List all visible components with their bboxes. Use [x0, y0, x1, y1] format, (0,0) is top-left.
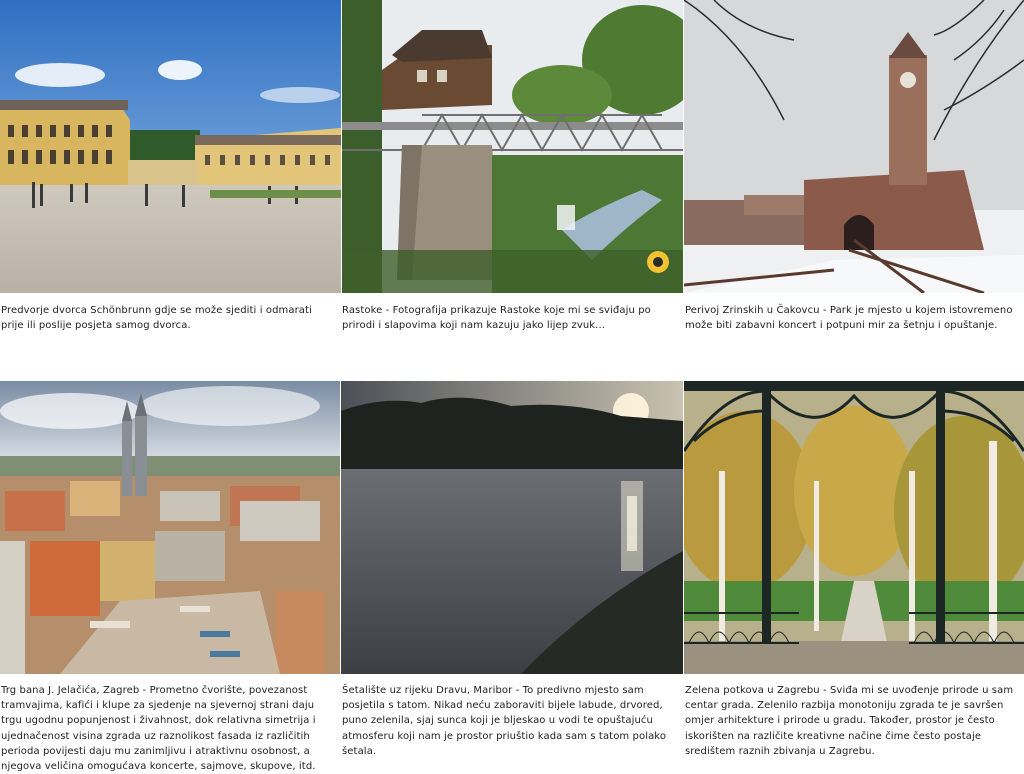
rastoke-bridge-photo — [342, 0, 683, 293]
caption-zelena-potkova: Zelena potkova u Zagrebu - Sviđa mi se uvođenje prirode u sam centar grada. Zelenilo razbija monotoniju zgrada te je savršen omjer arhitekture i prirode u gradu. Također, prostor je često iskorišten na različite kreativne načine čime često postaje središtem raznih zbivanja u Zagrebu. — [685, 685, 1014, 757]
caption-zrinski-park: Perivoj Zrinskih u Čakovcu - Park je mjesto u kojem istovremeno može biti zabavni koncert i potpuni mir za šetnju i opuštanje. — [685, 305, 1013, 332]
caption-drava-river: Šetalište uz rijeku Dravu, Maribor - To predivno mjesto sam posjetila s tatom. Nikad neću zaboraviti bijele labude, drvored, puno zelenila, sjaj sunca koji je bljeskao u vodi te opuštajuću atmosferu koji nam je prostor priuštio kada sam s tatom polako šetala. — [342, 685, 667, 757]
drava-river-sunset-photo — [341, 381, 683, 674]
caption-schonbrunn: Predvorje dvorca Schönbrunn gdje se može sjediti i odmarati prije ili poslije posjeta samog dvorca. — [1, 305, 312, 332]
jelacic-square-photo — [0, 381, 340, 674]
zrinski-park-winter-photo — [684, 0, 1024, 293]
schonbrunn-palace-photo — [0, 0, 341, 293]
caption-rastoke: Rastoke - Fotografija prikazuje Rastoke koje mi se sviđaju po prirodi i slapovima koji nam kazuju jako lijep zvuk... — [342, 305, 651, 332]
zelena-potkova-pavilion-photo — [684, 381, 1024, 674]
caption-jelacic-square: Trg bana J. Jelačića, Zagreb - Prometno čvorište, povezanost tramvajima, kafići i klupe za sjedenje na sjevernoj strani daju trgu ugodnu popunjenost i živahnost, dok relativna simetrija i ujednačenost visina zgrada uz raznolikost fasada iz različitih perioda povijesti daju mu zanimljivu i atraktivnu osobnost, a njegova veličina omogućava koncerte, sajmove, skupove, itd. — [1, 685, 316, 773]
